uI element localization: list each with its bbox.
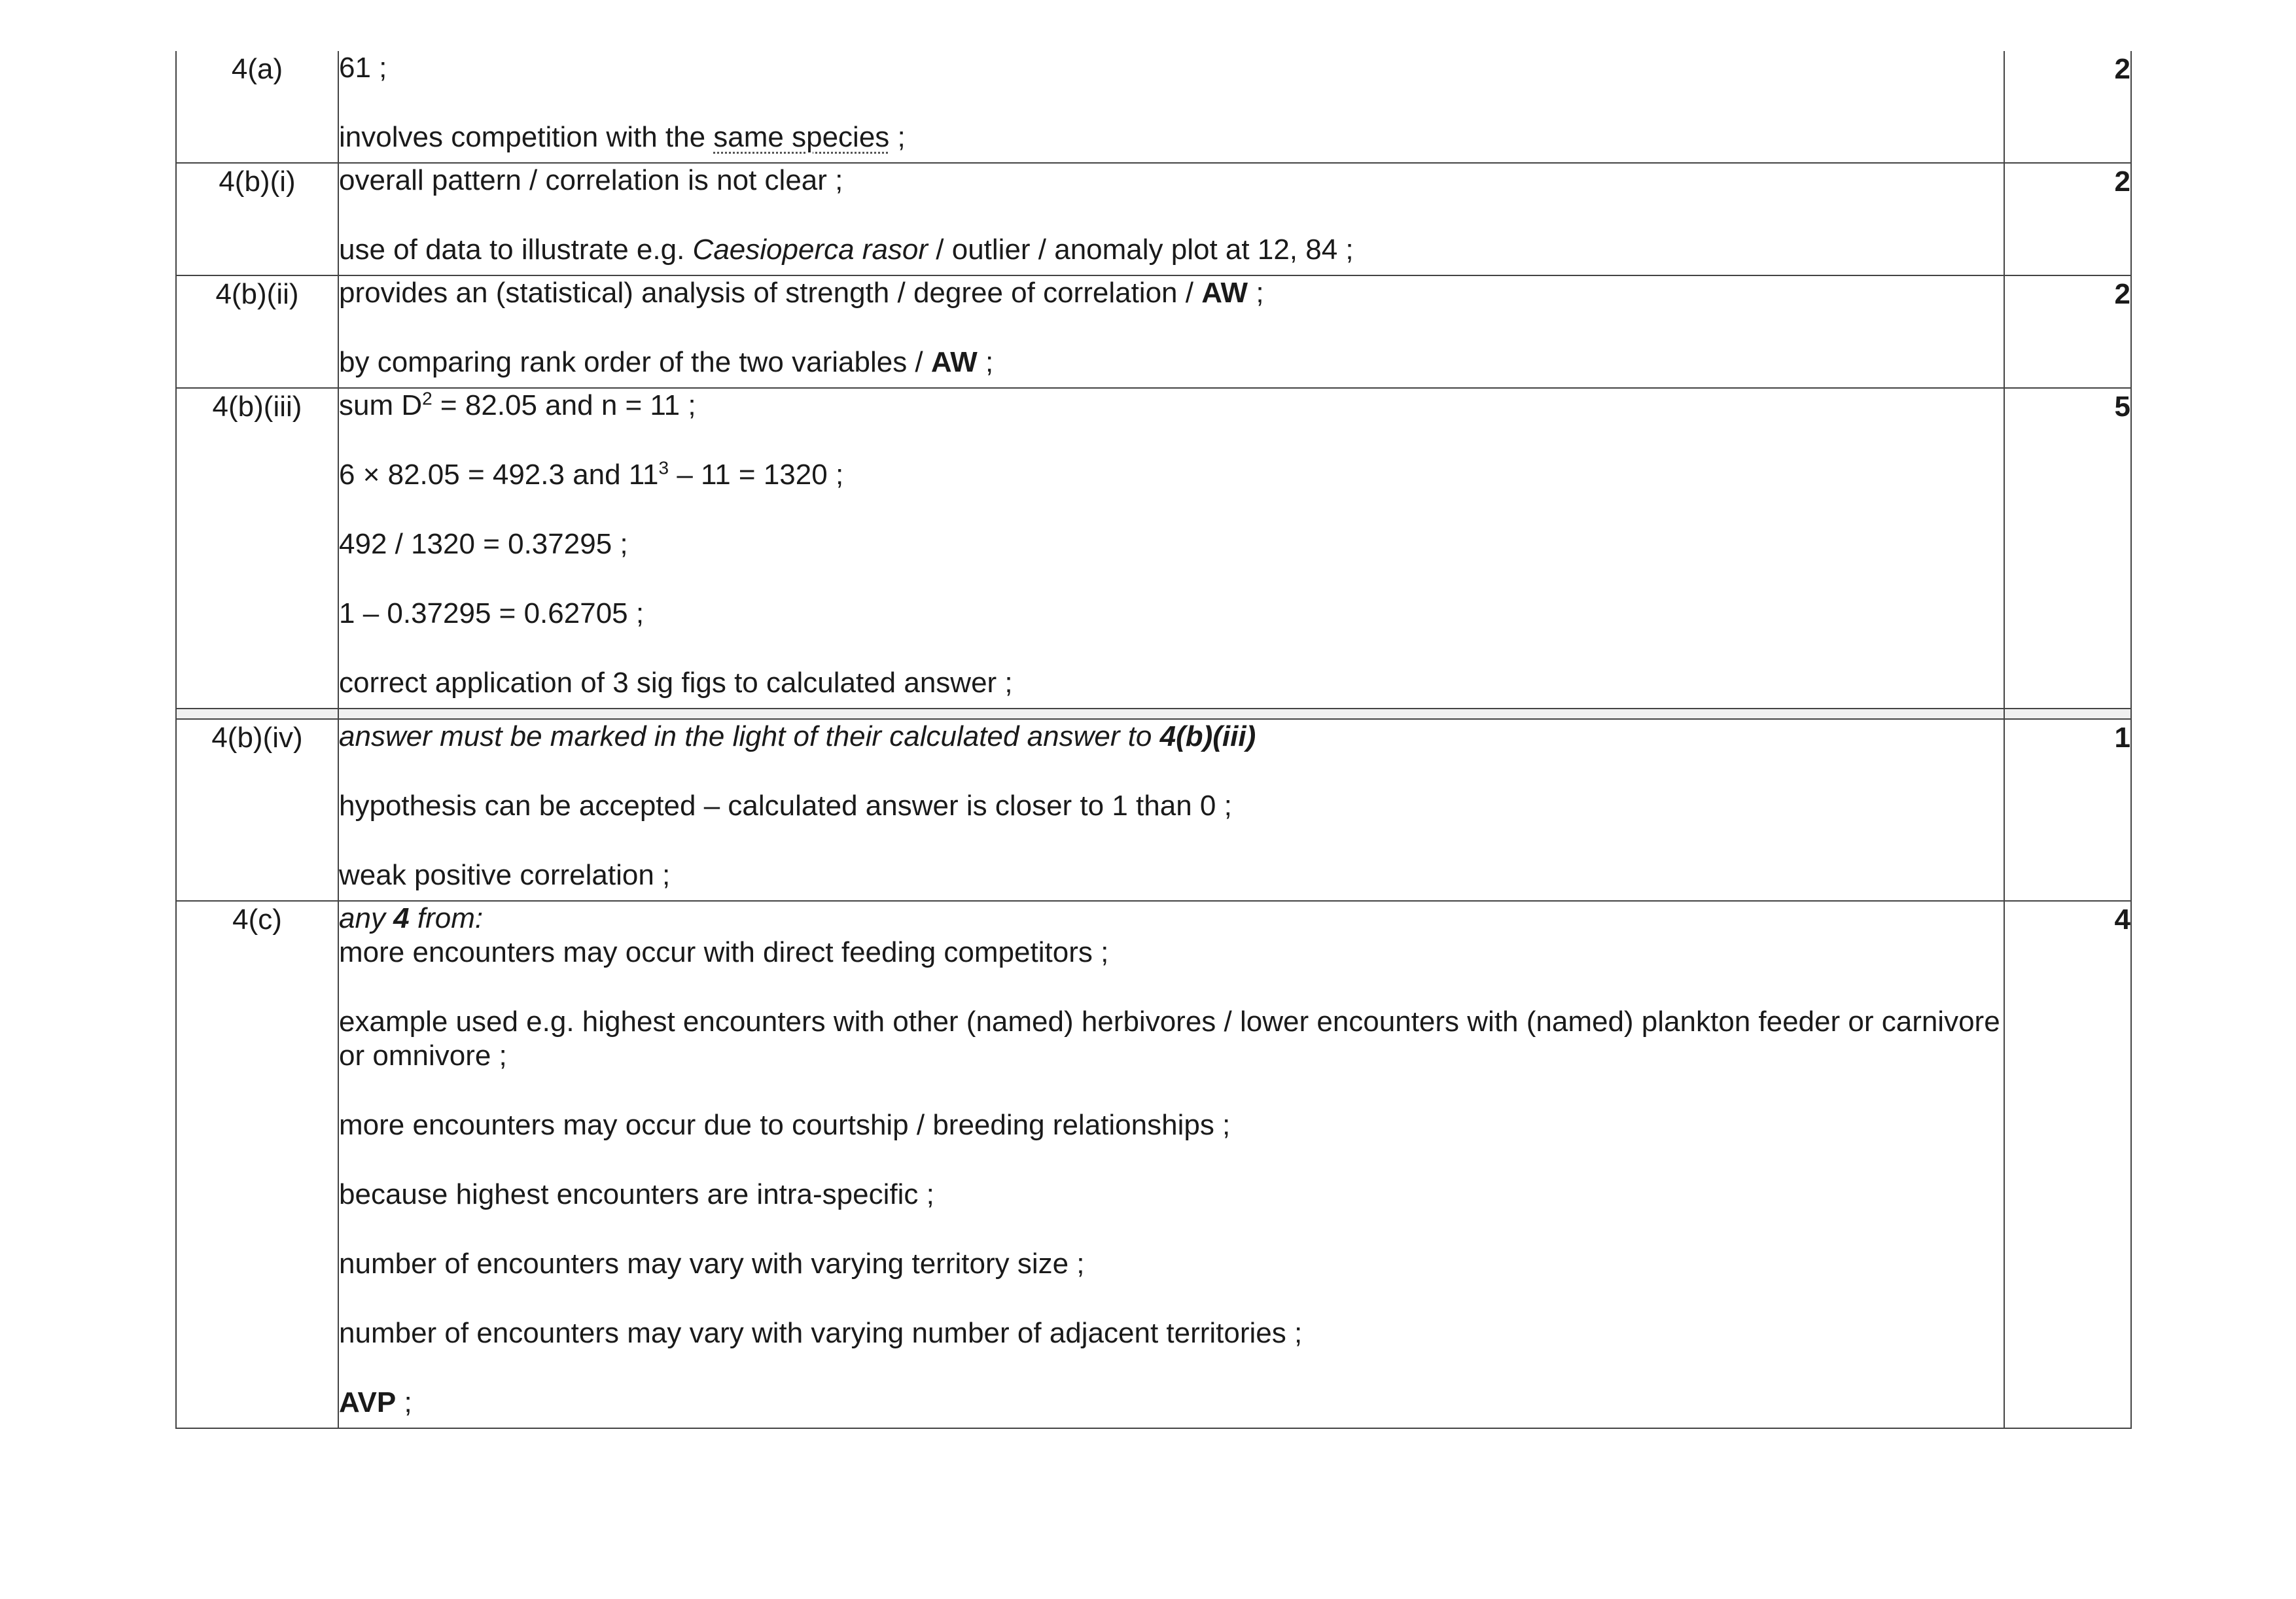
answer-line: [339, 1178, 2004, 1212]
answer-row: [176, 719, 2131, 901]
marks-cell: [2004, 275, 2131, 388]
question-number-cell: [176, 719, 338, 901]
answer-text: more encounters may occur with direct feeding competitors ;: [339, 936, 1109, 968]
answer-line: [339, 597, 2004, 631]
question-number: 4(c): [232, 904, 282, 936]
answer-text: ;: [977, 346, 994, 378]
answer-text: correct application of 3 sig figs to calculated answer ;: [339, 667, 1013, 699]
divider-cell: [176, 709, 338, 719]
divider-cell: [2004, 709, 2131, 719]
answer-line: [339, 1386, 2004, 1420]
answer-text: sum D: [339, 389, 423, 421]
answer-text: by comparing rank order of the two variables /: [339, 346, 931, 378]
answer-line: [339, 527, 2004, 561]
answer-line: [339, 789, 2004, 823]
answer-row: [176, 388, 2131, 709]
answer-text: 61 ;: [339, 52, 387, 84]
answer-row: [176, 275, 2131, 388]
answer-text: use of data to illustrate e.g.: [339, 234, 693, 266]
marks-cell: [2004, 901, 2131, 1428]
question-number: 4(b)(i): [219, 166, 296, 198]
answer-line: [339, 1316, 2004, 1350]
question-number: 4(b)(iii): [212, 391, 302, 423]
answer-line: [339, 120, 2004, 154]
answer-line: [339, 276, 2004, 310]
question-number-cell: [176, 901, 338, 1428]
marks-value: 2: [2114, 53, 2130, 85]
answer-text: weak positive correlation ;: [339, 859, 671, 891]
answer-text: 4: [393, 902, 410, 934]
answer-line: [339, 1108, 2004, 1142]
answer-text: AW: [1201, 277, 1248, 309]
answer-line: [339, 666, 2004, 700]
answer-line: [339, 164, 2004, 198]
answer-text: 1 – 0.37295 = 0.62705 ;: [339, 597, 645, 629]
answer-line: [339, 1005, 2008, 1073]
answer-text: example used e.g. highest encounters with other (named) herbivores / lower encounters with (named) plankton feeder or carnivore or omnivore ;: [339, 1006, 2008, 1072]
answer-text: more encounters may occur due to courtship / breeding relationships ;: [339, 1109, 1231, 1141]
question-number-cell: [176, 51, 338, 163]
answer-text: / outlier / anomaly plot at 12, 84 ;: [928, 234, 1354, 266]
superscript: 2: [422, 388, 433, 409]
answer-row: [176, 901, 2131, 1428]
marks-cell: [2004, 163, 2131, 275]
answer-text: overall pattern / correlation is not clear ;: [339, 164, 843, 196]
answer-text: involves competition with the: [339, 121, 714, 153]
answer-text: ;: [1248, 277, 1264, 309]
answer-text: same species: [713, 121, 890, 153]
answer-row: [176, 163, 2131, 275]
answer-text: 4(b)(iii): [1159, 720, 1256, 752]
mark-scheme-table: [175, 51, 2132, 1429]
marks-cell: [2004, 719, 2131, 901]
answer-line: [339, 51, 2004, 85]
answer-line: [339, 345, 2004, 379]
mark-scheme-body: [176, 51, 2131, 1428]
answer-text: number of encounters may vary with varying number of adjacent territories ;: [339, 1317, 1303, 1349]
answer-text: Caesioperca rasor: [692, 234, 928, 266]
answer-text: number of encounters may vary with varying territory size ;: [339, 1248, 1085, 1280]
marks-cell: [2004, 388, 2131, 709]
answer-text: = 82.05 and n = 11 ;: [432, 389, 696, 421]
answer-text: any: [339, 902, 394, 934]
answer-text: from:: [409, 902, 484, 934]
answer-text: provides an (statistical) analysis of strength / degree of correlation /: [339, 277, 1202, 309]
answer-cell: [338, 51, 2004, 163]
answer-line: [339, 902, 2004, 936]
question-number: 4(b)(ii): [215, 278, 299, 310]
answer-text: AW: [930, 346, 978, 378]
answer-text: AVP: [339, 1386, 397, 1418]
question-number-cell: [176, 388, 338, 709]
marks-value: 4: [2114, 904, 2130, 936]
answer-line: [339, 720, 2004, 754]
answer-text: because highest encounters are intra-specific ;: [339, 1178, 934, 1210]
marks-value: 2: [2114, 278, 2130, 310]
answer-line: [339, 458, 2004, 492]
answer-row: [176, 51, 2131, 163]
superscript: 3: [658, 457, 669, 478]
divider-cell: [338, 709, 2004, 719]
mark-scheme-sheet: [175, 51, 2130, 1429]
marks-value: 1: [2114, 722, 2130, 754]
answer-line: [339, 936, 2004, 970]
answer-cell: [338, 275, 2004, 388]
answer-line: [339, 858, 2004, 892]
answer-cell: [338, 388, 2004, 709]
marks-cell: [2004, 51, 2131, 163]
answer-text: hypothesis can be accepted – calculated answer is closer to 1 than 0 ;: [339, 790, 1232, 822]
answer-line: [339, 1247, 2004, 1281]
answer-line: [339, 233, 2004, 267]
answer-cell: [338, 163, 2004, 275]
answer-text: – 11 = 1320 ;: [669, 459, 844, 491]
answer-text: 6 × 82.05 = 492.3 and 11: [339, 459, 659, 491]
answer-text: ;: [396, 1386, 412, 1418]
question-number-cell: [176, 163, 338, 275]
answer-line: [339, 389, 2004, 423]
question-number: 4(a): [231, 53, 283, 85]
answer-cell: [338, 901, 2008, 1428]
question-number: 4(b)(iv): [211, 722, 303, 754]
answer-text: 492 / 1320 = 0.37295 ;: [339, 528, 628, 560]
question-number-cell: [176, 275, 338, 388]
answer-cell: [338, 719, 2004, 901]
marks-value: 5: [2114, 391, 2130, 423]
answer-text: answer must be marked in the light of their calculated answer to: [339, 720, 1160, 752]
answer-text: ;: [889, 121, 906, 153]
marks-value: 2: [2114, 166, 2130, 198]
page-break-divider: [176, 709, 2131, 719]
